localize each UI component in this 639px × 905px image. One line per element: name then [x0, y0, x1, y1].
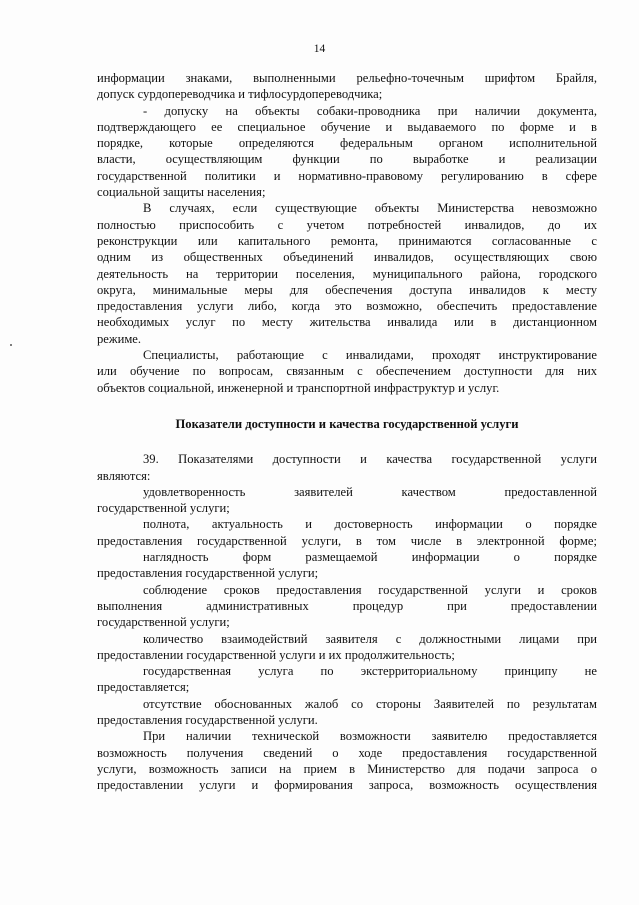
- text-line: предоставления государственной услуги, в том числе в электронной форме;: [97, 533, 597, 548]
- text-line: Специалисты, работающие с инвалидами, проходят инструктирование: [143, 348, 597, 363]
- text-line: или обучение по вопросам, связанным с обеспечением доступности для них: [97, 364, 597, 379]
- text-line: государственной услуги;: [97, 501, 230, 516]
- text-line: - допуску на объекты собаки-проводника при наличии документа,: [143, 103, 597, 118]
- text-line: округа, минимальные меры для обеспечения доступа инвалидов к месту: [97, 282, 597, 297]
- text-line: государственной услуги;: [97, 615, 230, 630]
- text-line: информации знаками, выполненными рельефно-точечным шрифтом Брайля,: [97, 71, 597, 85]
- text-line: предоставляется;: [97, 680, 190, 695]
- document-body: [97, 70, 597, 793]
- text-line: 39. Показателями доступности и качества государственной услуги: [143, 452, 597, 467]
- text-line: реконструкции или капитального ремонта, принимаются согласованные с: [97, 233, 597, 248]
- text-line: социальной защиты населения;: [97, 185, 266, 200]
- text-line: удовлетворенность заявителей качеством предоставленной: [143, 484, 597, 499]
- text-line: объектов социальной, инженерной и транспортной инфраструктур и услуг.: [97, 380, 500, 395]
- text-line: соблюдение сроков предоставления государственной услуги и сроков: [143, 582, 597, 597]
- text-line: предоставлении государственной услуги и их продолжительность;: [97, 647, 455, 662]
- text-line: полностью приспособить с учетом потребностей инвалидов, до их: [97, 217, 597, 232]
- text-line: власти, осуществляющим функции по выработке и реализации: [97, 152, 597, 167]
- text-line: При наличии технической возможности заявителю предоставляется: [143, 729, 597, 744]
- text-line: услуги, возможность записи на прием в Министерство для подачи запроса о: [97, 761, 597, 776]
- text-line: государственная услуга по экстерриториальному принципу не: [143, 664, 597, 679]
- text-line: предоставления государственной услуги.: [97, 712, 318, 727]
- text-line: государственной политики и нормативно-правовому регулированию в сфере: [97, 168, 597, 183]
- text-line: количество взаимодействий заявителя с должностными лицами при: [143, 631, 597, 646]
- text-line: необходимых услуг по месту жительства инвалида или в дистанционном: [97, 315, 597, 330]
- text-line: порядке, которые определяются федеральным органом исполнительной: [97, 136, 597, 151]
- text-line: являются:: [97, 468, 151, 483]
- scan-speck: [10, 344, 12, 346]
- text-line: выполнения административных процедур при предоставлении: [97, 598, 597, 613]
- page-number: 14: [313, 43, 326, 55]
- text-line: деятельность на территории поселения, муниципального района, городского: [97, 266, 597, 281]
- text-line: режиме.: [97, 331, 142, 346]
- text-line: одним из общественных объединений инвалидов, осуществляющих свою: [97, 250, 597, 265]
- text-line: полнота, актуальность и достоверность информации о порядке: [143, 517, 597, 532]
- text-line: предоставлении услуги и формирования запроса, возможность осуществления: [97, 778, 597, 793]
- text-line: отсутствие обоснованных жалоб со стороны Заявителей по результатам: [143, 696, 597, 711]
- text-line: предоставления услуги либо, когда это возможно, обеспечить предоставление: [97, 299, 597, 314]
- text-line: В случаях, если существующие объекты Министерства невозможно: [143, 201, 597, 216]
- text-line: подтверждающего ее специальное обучение и выдаваемого по форме и в: [97, 119, 597, 134]
- text-line: допуск сурдопереводчика и тифлосурдопереводчика;: [97, 87, 383, 102]
- section-heading: Показатели доступности и качества государственной услуги: [175, 416, 519, 431]
- text-line: наглядность форм размещаемой информации о порядке: [143, 550, 597, 565]
- text-line: возможность получения сведений о ходе предоставления государственной: [97, 745, 597, 760]
- text-line: предоставления государственной услуги;: [97, 566, 319, 581]
